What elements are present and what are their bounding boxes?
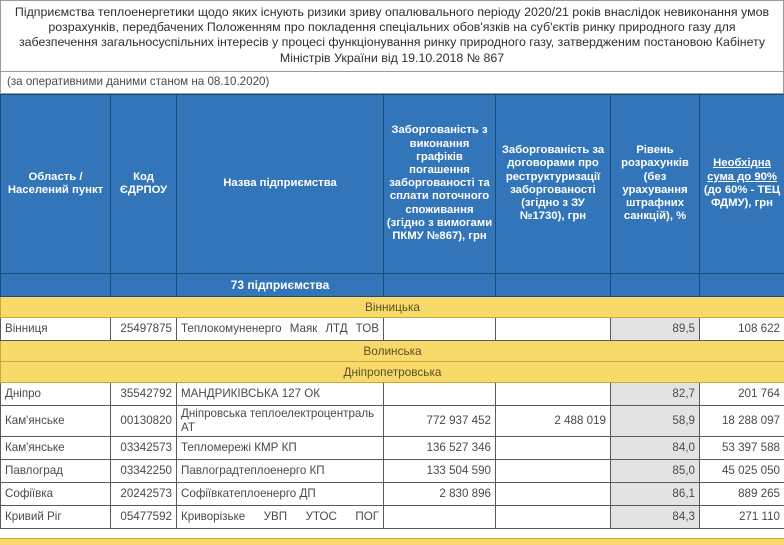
cell-enterprise-name[interactable]: МАНДРИКІВСЬКА 127 ОК [177, 382, 384, 405]
region-header-row [1, 361, 784, 382]
cell-settlement-level[interactable]: 82,7 [611, 382, 700, 405]
count-cell-blank-5 [496, 273, 611, 296]
cell-debt-schedule[interactable]: 2 830 896 [384, 482, 496, 505]
cell-city[interactable]: Кам'янське [1, 436, 111, 459]
region-label: Дніпропетровська [1, 361, 784, 382]
region-header-row [1, 296, 784, 317]
cell-required-sum[interactable]: 201 764 [700, 382, 784, 405]
cell-required-sum[interactable]: 108 622 [700, 317, 784, 340]
table-row[interactable] [1, 436, 784, 459]
cell-required-sum[interactable]: 53 397 588 [700, 436, 784, 459]
cell-enterprise-name[interactable]: Павлоградтеплоенерго КП [177, 459, 384, 482]
cell-debt-schedule[interactable]: 136 527 346 [384, 436, 496, 459]
cell-debt-schedule[interactable]: 772 937 452 [384, 405, 496, 436]
table-body [1, 94, 784, 528]
cell-edrpou-code[interactable]: 03342573 [111, 436, 177, 459]
header-enterprise-name[interactable]: Назва підприємства [177, 94, 384, 273]
bottom-region-band [0, 538, 784, 545]
header-debt-schedule[interactable]: Заборгованість з виконання графіків погашення заборгованості та сплати поточного споживання (згідно з вимогами ПКМУ №867), грн [384, 94, 496, 273]
cell-debt-schedule[interactable] [384, 317, 496, 340]
header-required-sum-underlined: Необхідна сума до 90% [707, 157, 777, 183]
cell-enterprise-name[interactable]: Теплокомуненерго Маяк ЛТД ТОВ [177, 317, 384, 340]
count-cell-blank-2 [111, 273, 177, 296]
cell-enterprise-name[interactable]: Софіївкатеплоенерго ДП [177, 482, 384, 505]
document-subtitle: (за оперативними даними станом на 08.10.2020) [0, 71, 784, 94]
cell-debt-restructure[interactable] [496, 482, 611, 505]
cell-city[interactable]: Кривий Ріг [1, 505, 111, 528]
cell-required-sum[interactable]: 889 265 [700, 482, 784, 505]
cell-edrpou-code[interactable]: 25497875 [111, 317, 177, 340]
cell-settlement-level[interactable]: 85,0 [611, 459, 700, 482]
header-required-sum-rest: (до 60% - ТЕЦ ФДМУ), грн [703, 183, 781, 210]
cell-debt-restructure[interactable]: 2 488 019 [496, 405, 611, 436]
cell-settlement-level[interactable]: 58,9 [611, 405, 700, 436]
header-required-sum[interactable] [700, 94, 784, 273]
cell-debt-restructure[interactable] [496, 436, 611, 459]
region-header-row [1, 340, 784, 361]
region-label: Волинська [1, 340, 784, 361]
cell-debt-schedule[interactable] [384, 382, 496, 405]
cell-debt-restructure[interactable] [496, 317, 611, 340]
cell-debt-schedule[interactable] [384, 505, 496, 528]
enterprises-table [0, 94, 784, 529]
cell-debt-restructure[interactable] [496, 382, 611, 405]
cell-enterprise-name[interactable]: Тепломережі КМР КП [177, 436, 384, 459]
document-title: Підприємства теплоенергетики щодо яких існують ризики зриву опалювального періоду 2020/21 років внаслідок невиконання умов розрахунків, передбачених Положенням про покладення спеціальних обов'язків на суб'єктів ринку природного газу для забезпечення загальносуспільних інтересів у процесі функціонування ринку природного газу, затвердженим постановою Кабінету Міністрів України від 19.10.2018 № 867 [0, 0, 784, 71]
enterprise-count-label: 73 підприємства [177, 273, 384, 296]
cell-debt-restructure[interactable] [496, 459, 611, 482]
table-row[interactable] [1, 482, 784, 505]
cell-city[interactable]: Софіївка [1, 482, 111, 505]
header-settlement-level[interactable]: Рівень розрахунків (без урахування штрафних санкцій), % [611, 94, 700, 273]
cell-edrpou-code[interactable]: 03342250 [111, 459, 177, 482]
cell-edrpou-code[interactable]: 20242573 [111, 482, 177, 505]
cell-edrpou-code[interactable]: 05477592 [111, 505, 177, 528]
cell-settlement-level[interactable]: 84,3 [611, 505, 700, 528]
cell-edrpou-code[interactable]: 00130820 [111, 405, 177, 436]
table-row[interactable] [1, 317, 784, 340]
cell-city[interactable]: Кам'янське [1, 405, 111, 436]
cell-enterprise-name[interactable]: Дніпровська теплоелектроцентраль АТ [177, 405, 384, 436]
cell-debt-schedule[interactable]: 133 504 590 [384, 459, 496, 482]
region-label: Вінницька [1, 296, 784, 317]
table-row[interactable] [1, 505, 784, 528]
cell-enterprise-name[interactable]: Криворізьке УВП УТОС ПОГ [177, 505, 384, 528]
table-header-row [1, 94, 784, 273]
table-row[interactable] [1, 382, 784, 405]
count-cell-blank-4 [384, 273, 496, 296]
cell-settlement-level[interactable]: 89,5 [611, 317, 700, 340]
table-row[interactable] [1, 459, 784, 482]
cell-city[interactable]: Вінниця [1, 317, 111, 340]
header-debt-restructure[interactable]: Заборгованість за договорами про реструктуризації заборгованості (згідно з ЗУ №1730), грн [496, 94, 611, 273]
cell-settlement-level[interactable]: 86,1 [611, 482, 700, 505]
cell-city[interactable]: Дніпро [1, 382, 111, 405]
cell-city[interactable]: Павлоград [1, 459, 111, 482]
cell-required-sum[interactable]: 18 288 097 [700, 405, 784, 436]
cell-required-sum[interactable]: 45 025 050 [700, 459, 784, 482]
cell-settlement-level[interactable]: 84,0 [611, 436, 700, 459]
count-cell-blank-1 [1, 273, 111, 296]
header-region-settlement[interactable]: Область / Населений пункт [1, 94, 111, 273]
table-row[interactable] [1, 405, 784, 436]
count-cell-blank-6 [611, 273, 700, 296]
cell-required-sum[interactable]: 271 110 [700, 505, 784, 528]
count-cell-blank-7 [700, 273, 784, 296]
cell-debt-restructure[interactable] [496, 505, 611, 528]
cell-edrpou-code[interactable]: 35542792 [111, 382, 177, 405]
header-edrpou-code[interactable]: Код ЄДРПОУ [111, 94, 177, 273]
enterprise-count-row [1, 273, 784, 296]
